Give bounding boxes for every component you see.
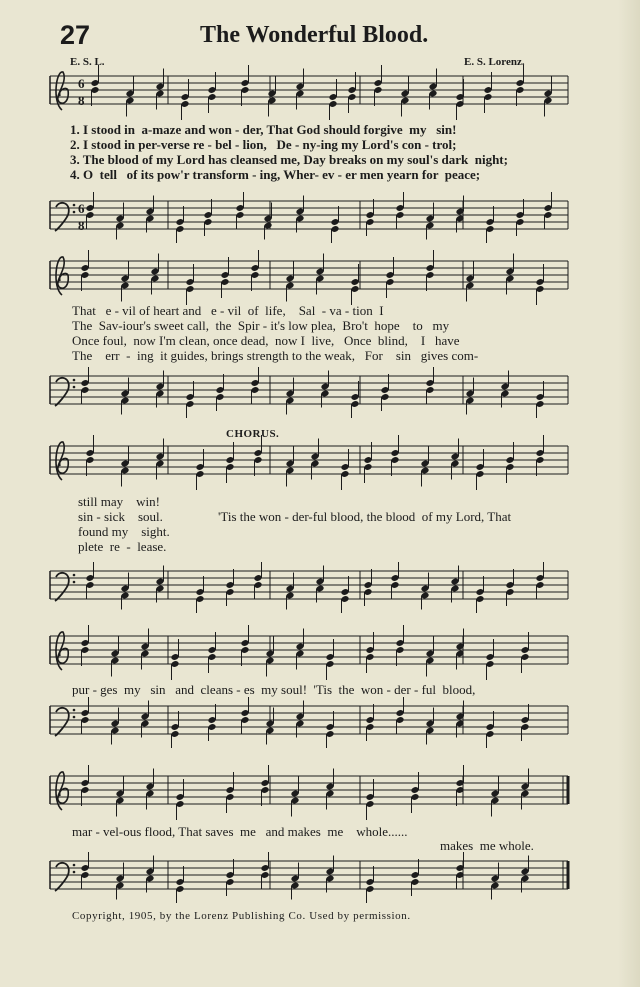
composer-credit: E. S. Lorenz. bbox=[464, 56, 525, 68]
verse-2-line-1: 2. I stood in per-verse re - bel - lion, De - ny-ing my Lord's con - trol; bbox=[70, 137, 457, 152]
bass-clef-icon bbox=[55, 863, 69, 891]
bass-clef-dot bbox=[73, 379, 76, 382]
time-signature-bottom: 8 bbox=[78, 93, 85, 108]
bass-clef-dot bbox=[73, 211, 76, 214]
treble-staff-system-1 bbox=[0, 70, 640, 120]
bass-clef-dot bbox=[73, 581, 76, 584]
hymn-title: The Wonderful Blood. bbox=[200, 22, 429, 48]
bass-clef-dot bbox=[73, 709, 76, 712]
bass-clef-icon bbox=[55, 708, 69, 736]
bass-clef-icon bbox=[55, 573, 69, 601]
bass-staff-system-5 bbox=[0, 855, 640, 905]
verse-4-line-1: 4. O tell of its pow'r transform - ing, Wher- ev - er men yearn for peace; bbox=[70, 167, 481, 182]
bass-staff-system-1 bbox=[0, 195, 640, 245]
verse-4-line-2: The err - ing it guides, brings strength to the weak, For sin gives com- bbox=[72, 348, 479, 363]
verse-3-line-2: Once foul, now I'm clean, once dead, now I live, Once blind, I have bbox=[72, 333, 460, 348]
chorus-line-3-alt: makes me whole. bbox=[440, 838, 534, 853]
bass-clef-dot bbox=[73, 871, 76, 874]
chorus-label: CHORUS. bbox=[226, 428, 280, 440]
bass-clef-dot bbox=[73, 716, 76, 719]
hymn-number: 27 bbox=[60, 20, 91, 50]
verse-3-line-1: 3. The blood of my Lord has cleansed me, Day breaks on my soul's dark night; bbox=[70, 152, 508, 167]
bass-clef-dot bbox=[73, 204, 76, 207]
page-spine-shadow bbox=[618, 0, 640, 987]
chorus-line-3: mar - vel-ous flood, That saves me and makes me whole...... bbox=[72, 824, 408, 839]
verse-1-line-2: That e - vil of heart and e - vil of life, Sal - va - tion I bbox=[72, 303, 384, 318]
chorus-line-2: pur - ges my sin and cleans - es my soul! 'Tis the won - der - ful blood, bbox=[72, 682, 476, 697]
lyricist-credit: E. S. L. bbox=[70, 56, 105, 68]
chorus-line-1: 'Tis the won - der-ful blood, the blood of my Lord, That bbox=[218, 509, 512, 524]
verse-2-line-3: sin - sick soul. bbox=[78, 509, 163, 524]
bass-clef-icon bbox=[55, 378, 69, 406]
treble-staff-system-4 bbox=[0, 630, 640, 680]
verse-1-line-3: still may win! bbox=[78, 494, 160, 509]
bass-staff-system-4 bbox=[0, 700, 640, 750]
treble-staff-system-3 bbox=[0, 440, 640, 490]
bass-staff-system-3 bbox=[0, 565, 640, 615]
verse-4-line-3: plete re - lease. bbox=[78, 539, 167, 554]
bass-clef-icon bbox=[55, 203, 69, 231]
treble-staff-system-2 bbox=[0, 255, 640, 305]
bass-clef-dot bbox=[73, 386, 76, 389]
copyright-notice: Copyright, 1905, by the Lorenz Publishing Co. Used by permission. bbox=[72, 910, 411, 922]
verse-2-line-2: The Sav-iour's sweet call, the Spir - it's low plea, Bro't hope to my bbox=[72, 318, 450, 333]
treble-staff-system-5 bbox=[0, 770, 640, 820]
time-signature-top: 6 bbox=[78, 76, 85, 91]
bass-clef-dot bbox=[73, 574, 76, 577]
verse-1-line-1: 1. I stood in a-maze and won - der, That God should forgive my sin! bbox=[70, 122, 457, 137]
bass-clef-dot bbox=[73, 864, 76, 867]
bass-staff-system-2 bbox=[0, 370, 640, 420]
time-signature-bottom: 8 bbox=[78, 218, 85, 233]
verse-3-line-3: found my sight. bbox=[78, 524, 170, 539]
time-signature-top: 6 bbox=[78, 201, 85, 216]
